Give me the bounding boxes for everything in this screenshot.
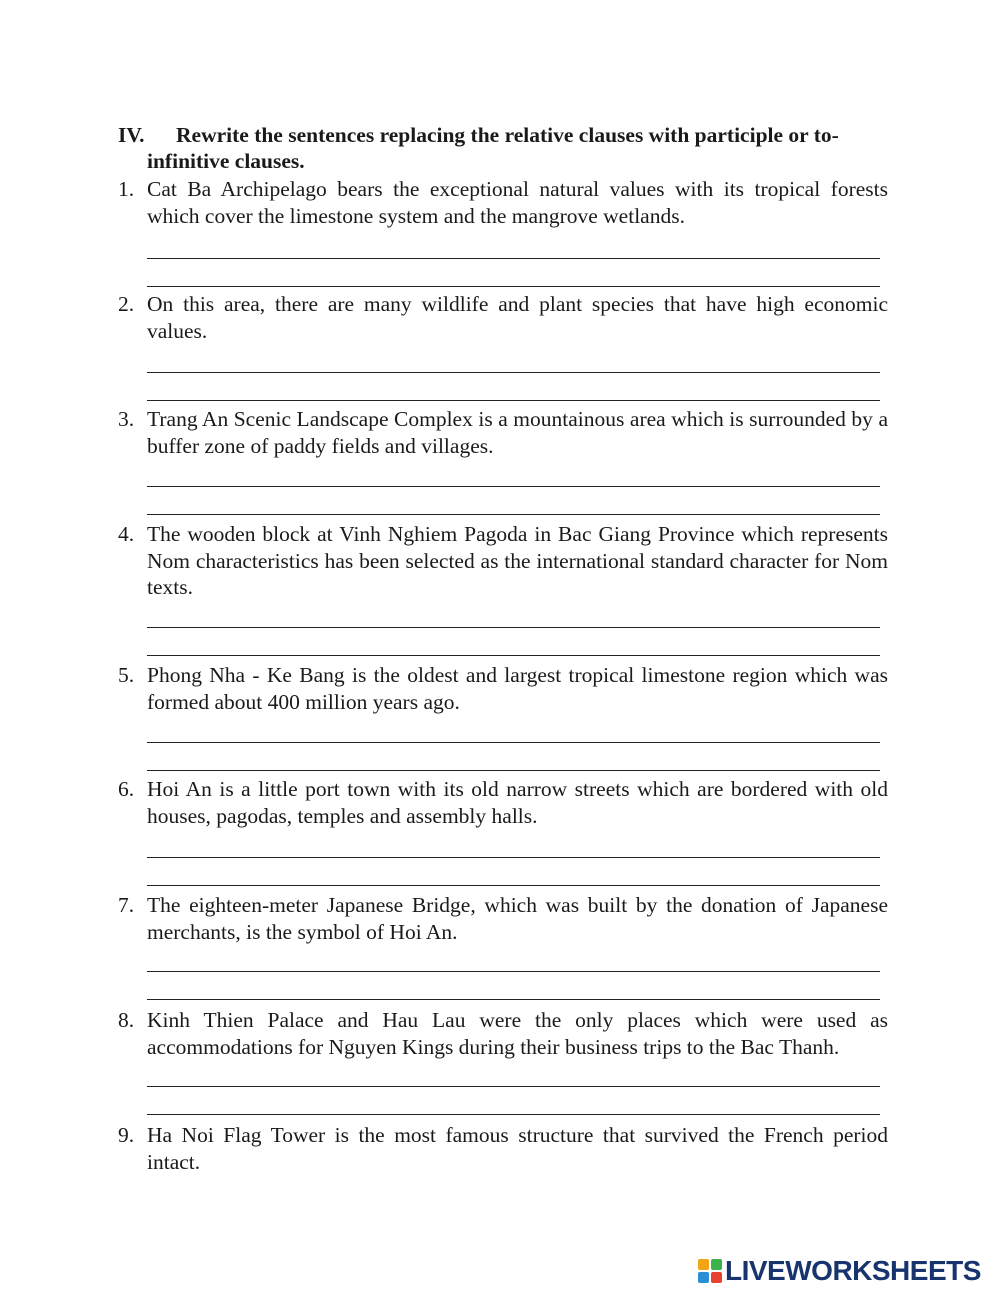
logo-block (711, 1272, 722, 1283)
answer-line[interactable] (147, 486, 880, 487)
answer-line[interactable] (147, 742, 880, 743)
exercise-item-3 (118, 406, 888, 459)
answer-line[interactable] (147, 770, 880, 771)
answer-line[interactable] (147, 514, 880, 515)
exercise-item-7 (118, 892, 888, 945)
answer-line[interactable] (147, 627, 880, 628)
answer-line[interactable] (147, 1086, 880, 1087)
logo-blocks-icon (698, 1259, 722, 1283)
liveworksheets-logo (698, 1257, 981, 1285)
item-sentence: Kinh Thien Palace and Hau Lau were the only places which were used as accommodations for Nguyen Kings during their business trips to the Bac Thanh. (147, 1008, 888, 1059)
answer-line[interactable] (147, 258, 880, 259)
item-number: 3. (118, 407, 135, 431)
exercise-item-2 (118, 291, 888, 344)
logo-block (711, 1259, 722, 1270)
item-number: 8. (118, 1008, 135, 1032)
item-sentence: Cat Ba Archipelago bears the exceptional natural values with its tropical forests which cover the limestone system and the mangrove wetlands. (147, 177, 888, 228)
logo-block (698, 1272, 709, 1283)
item-sentence: Ha Noi Flag Tower is the most famous structure that survived the French period intact. (147, 1123, 888, 1174)
section-instruction: Rewrite the sentences replacing the relative clauses with participle or to-infinitive clauses. (147, 123, 839, 173)
exercise-item-9 (118, 1122, 888, 1175)
item-sentence: The eighteen-meter Japanese Bridge, which was built by the donation of Japanese merchants, is the symbol of Hoi An. (147, 893, 888, 944)
logo-text: LIVEWORKSHEETS (725, 1255, 981, 1286)
answer-line[interactable] (147, 971, 880, 972)
item-number: 7. (118, 893, 135, 917)
answer-line[interactable] (147, 372, 880, 373)
exercise-item-5 (118, 662, 888, 715)
item-number: 5. (118, 663, 135, 687)
answer-line[interactable] (147, 400, 880, 401)
item-number: 6. (118, 777, 135, 801)
item-number: 9. (118, 1123, 135, 1147)
answer-line[interactable] (147, 655, 880, 656)
item-sentence: On this area, there are many wildlife and plant species that have high economic values. (147, 292, 888, 343)
answer-line[interactable] (147, 885, 880, 886)
answer-line[interactable] (147, 286, 880, 287)
item-sentence: Phong Nha - Ke Bang is the oldest and largest tropical limestone region which was formed about 400 million years ago. (147, 663, 888, 714)
exercise-item-4 (118, 521, 888, 601)
exercise-item-8 (118, 1007, 888, 1060)
item-number: 1. (118, 177, 135, 201)
item-sentence: The wooden block at Vinh Nghiem Pagoda in Bac Giang Province which represents Nom characteristics has been selected as the international standard character for Nom texts. (147, 522, 888, 599)
answer-line[interactable] (147, 999, 880, 1000)
item-sentence: Hoi An is a little port town with its old narrow streets which are bordered with old houses, pagodas, temples and assembly halls. (147, 777, 888, 828)
answer-line[interactable] (147, 857, 880, 858)
item-number: 4. (118, 522, 135, 546)
exercise-item-1 (118, 176, 888, 229)
logo-block (698, 1259, 709, 1270)
exercise-item-6 (118, 776, 888, 829)
item-number: 2. (118, 292, 135, 316)
answer-line[interactable] (147, 1114, 880, 1115)
section-number: IV. (118, 123, 145, 147)
item-sentence: Trang An Scenic Landscape Complex is a mountainous area which is surrounded by a buffer zone of paddy fields and villages. (147, 407, 888, 458)
